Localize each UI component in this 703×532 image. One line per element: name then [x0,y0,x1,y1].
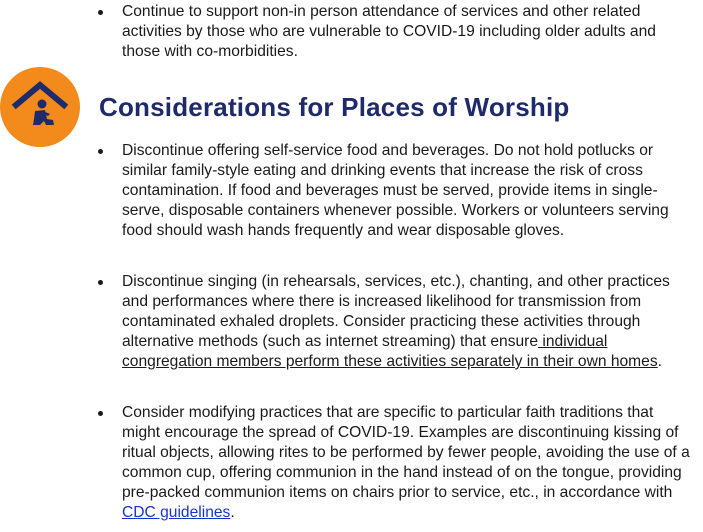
bullet-text-end: . [230,504,235,521]
bullet-text: Discontinue singing (in rehearsals, services, etc.), chanting, and other practices and performances where there is increased likelihood for transmission from contaminated exhaled droplets. Consider practicing these activities through alternative methods (such as internet streaming) that ensure [122,273,670,350]
underlined-text: individual congregation members perform these activities separately in their own homes [122,333,658,370]
bullet-self-service-food [122,141,692,241]
praying-person-icon [0,67,80,147]
bullet-text: Consider modifying practices that are specific to particular faith traditions that might encourage the spread of COVID-19. Examples are discontinuing kissing of ritual objects, allowing rites to be performed by fewer people, avoiding the use of a common cup, offering communion in the hand instead of on the tongue, providing pre-packed communion items on chairs prior to service, etc., in accordance with [122,404,690,501]
bullet-text: Continue to support non-in person attendance of services and other related activities by those who are vulnerable to COVID-19 including older adults and those with co-morbidities. [122,3,656,60]
bullet-singing [122,272,692,372]
bullet-text-end: . [657,353,662,370]
bullet-nonperson-attendance [122,2,692,62]
section-heading: Considerations for Places of Worship [99,92,570,122]
bullet-text: Discontinue offering self-service food and beverages. Do not hold potlucks or similar family-style eating and drinking events that increase the risk of cross contamination. If food and beverages must be served, provide items in single-serve, disposable containers whenever possible. Workers or volunteers serving food should wash hands frequently and wear disposable gloves. [122,142,669,239]
bullet-faith-practices [122,403,692,523]
cdc-guidelines-link[interactable]: CDC guidelines [122,504,231,521]
